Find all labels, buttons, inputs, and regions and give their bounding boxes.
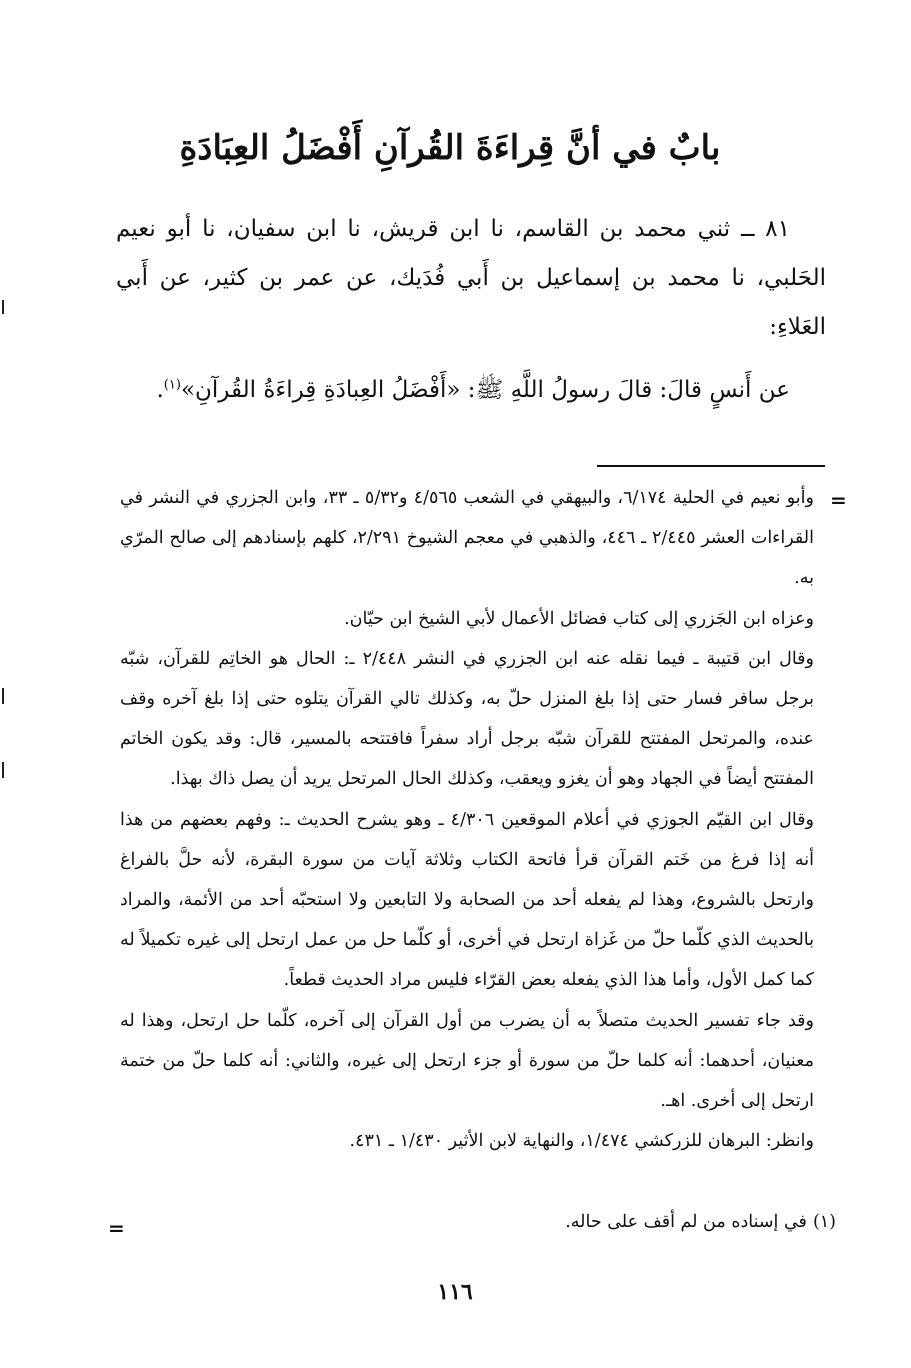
hadith-matn: عن أَنسٍ قالَ: قالَ رسولُ اللَّهِ ﷺ: «أَفْضَلُ العِبادَةِ قِراءَةُ القُرآنِ» <box>180 377 790 403</box>
note-paragraph-4: وقال ابن القيّم الجوزي في أعلام الموقعين ٤/٣٠٦ ـ وهو يشرح الحديث ـ: وفهم بعضهم من هذا أنه إذا فرغ من خَتم القرآن قرأ فاتحة الكتاب وثلاثة آيات من سورة البقرة، لأنه حلَّ بالفراغ وارتحل بالشروع، وهذا لم يفعله أحد من الصحابة ولا التابعين ولا استحبّه أحد من الأئمة، والمراد بالحديث الذي كلّما حلّ من غَزاة ارتحل في أخرى، أو كلّما حل من عمل ارتحل إلى غيره تكميلاً له كما كمل الأول، وأما هذا الذي يفعله بعض القرّاء فليس مراد الحديث قطعاً. <box>120 809 814 991</box>
chapter-title: بابٌ في أنَّ قِراءَةَ القُرآنِ أَفْضَلُ العِبَادَةِ <box>179 128 721 168</box>
hadith-isnad: ٨١ ــ ثني محمد بن القاسم، نا ابن قريش، نا ابن سفيان، نا أبو نعيم الحَلبي، نا محمد بن إسماعيل بن أَبي فُدَيك، عن عمر بن كثير، عن أَبي العَلاءِ: <box>116 216 826 340</box>
footnote-reference: (١) <box>163 377 181 393</box>
hadith-matn-paragraph: عن أَنسٍ قالَ: قالَ رسولُ اللَّهِ ﷺ: «أَفْضَلُ العِبادَةِ قِراءَةُ القُرآنِ»$^{(١)}$. <box>156 377 790 403</box>
continuation-mark-bottom: = <box>108 1216 125 1240</box>
footnote-text: في إسناده من لم أقف على حاله. <box>565 1212 807 1232</box>
footnote-separator <box>597 465 825 467</box>
footnote <box>120 1202 836 1242</box>
hadith-block <box>116 205 826 415</box>
edge-mark-lower <box>2 762 4 778</box>
note-paragraph-6: وانظر: البرهان للزركشي ١/٤٧٤، والنهاية لابن الأثير ١/٤٣٠ ـ ٤٣١. <box>349 1131 814 1152</box>
note-paragraph-2: وعزاه ابن الجَزري إلى كتاب فضائل الأعمال لأبي الشيخ ابن حيّان. <box>344 608 814 629</box>
note-paragraph-3: وقال ابن قتيبة ـ فيما نقله عنه ابن الجزري في النشر ٢/٤٤٨ ـ: الحال هو الخاتِم للقرآن، شبّه برجل سافر فسار حتى إذا بلغ المنزل حلّ به، وكذلك تالي القرآن يتلوه حتى إذا بلغ آخره وقف عنده، والمرتحل المفتتح للقرآن شبّه برجل أراد سفراً فافتتحه بالمسير، قال: وقد يكون الخاتم المفتتح أيضاً في الجهاد وهو أن يغزو ويعقب، وكذلك الحال المرتحل يريد أن يصل ذاك بهذا. <box>120 648 814 790</box>
edge-mark-top <box>2 300 4 314</box>
edge-mark-middle <box>2 688 4 704</box>
note-paragraph-5: وقد جاء تفسير الحديث متصلاً به أن يضرب من أول القرآن إلى آخره، كلّما حل ارتحل، وهذا له معنيان، أحدهما: أنه كلما حلّ من سورة أو جزء ارتحل إلى غيره، والثاني: أنه كلما حلّ من ختمة ارتحل إلى أخرى. اهـ. <box>120 1010 814 1112</box>
continuation-mark-top: = <box>830 488 847 512</box>
page-number: ١١٦ <box>437 1279 473 1305</box>
footnote-number: (١) <box>812 1212 836 1232</box>
notes-block <box>120 478 814 1161</box>
note-paragraph-1: وأبو نعيم في الحلية ٦/١٧٤، والبيهقي في الشعب ٤/٥٦٥ و٥/٣٢ ـ ٣٣، وابن الجزري في النشر في القراءات العشر ٢/٤٤٥ ـ ٤٤٦، والذهبي في معجم الشيوخ ٢/٢٩١، كلهم بإسنادهم إلى صالح المرّي به. <box>120 488 814 589</box>
